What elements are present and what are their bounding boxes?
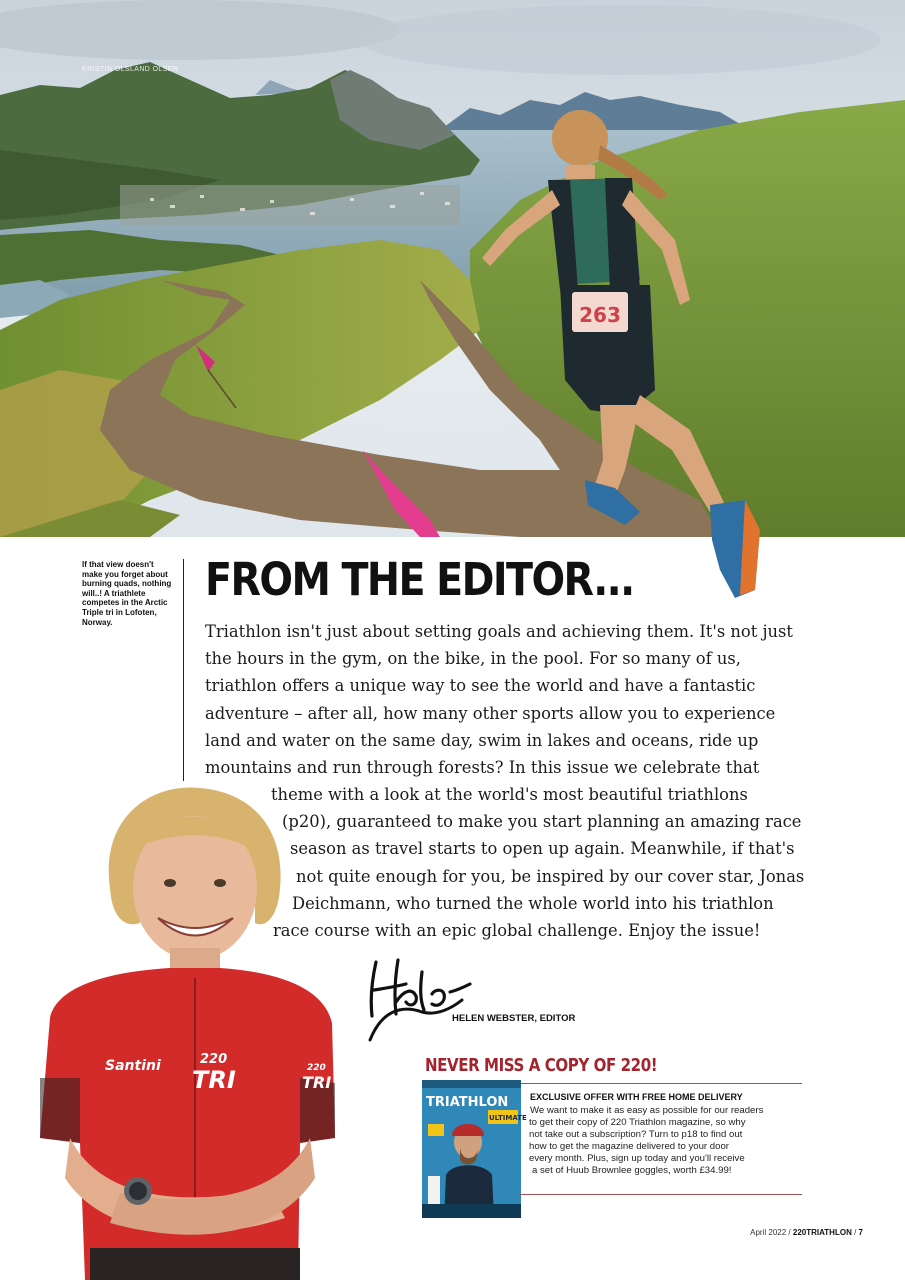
promo-subhead: EXCLUSIVE OFFER WITH FREE HOME DELIVERY bbox=[530, 1092, 743, 1102]
promo-text-line: how to get the magazine delivered to your door bbox=[529, 1141, 729, 1152]
body-line: race course with an epic global challenge. Enjoy the issue! bbox=[273, 921, 761, 941]
race-bib-number: 263 bbox=[579, 303, 621, 327]
promo-text-line: to get their copy of 220 Triathlon magazine, so why bbox=[529, 1117, 746, 1128]
promo-text-line: every month. Plus, sign up today and you'll receive bbox=[529, 1153, 745, 1164]
cover-badge: ULTIMATE bbox=[489, 1114, 527, 1122]
page-footer bbox=[750, 1228, 863, 1237]
promo-divider-top bbox=[520, 1083, 802, 1084]
body-line: the hours in the gym, on the bike, in the pool. For so many of us, bbox=[205, 649, 741, 669]
jersey-tri-logo: TRI bbox=[192, 1066, 236, 1094]
promo-text-line: not take out a subscription? Turn to p18 to find out bbox=[529, 1129, 743, 1140]
cover-masthead: TRIATHLON bbox=[426, 1095, 509, 1110]
editor-signature bbox=[362, 950, 472, 1045]
editor-portrait-illustration bbox=[30, 778, 350, 1280]
caption-divider bbox=[183, 559, 184, 781]
body-line: triathlon offers a unique way to see the world and have a fantastic bbox=[205, 676, 756, 696]
promo-text-line: We want to make it as easy as possible for our readers bbox=[530, 1105, 764, 1116]
body-line: land and water on the same day, swim in lakes and oceans, ride up bbox=[205, 731, 759, 751]
body-line: Triathlon isn't just about setting goals and achieving them. It's not just bbox=[205, 622, 793, 642]
folio-separator: / bbox=[788, 1228, 791, 1237]
magazine-cover-illustration bbox=[422, 1080, 527, 1218]
body-line: not quite enough for you, be inspired by our cover star, Jonas bbox=[296, 867, 805, 887]
issue-date: April 2022 bbox=[750, 1228, 787, 1237]
photo-credit: KRISTIN OLSLAND OLSEN bbox=[82, 66, 179, 73]
promo-divider-bottom bbox=[520, 1194, 802, 1195]
sleeve-tri-logo: TRI bbox=[302, 1073, 332, 1092]
editor-name: HELEN WEBSTER, EDITOR bbox=[452, 1013, 576, 1024]
promo-text-line: a set of Huub Brownlee goggles, worth £34.99! bbox=[532, 1165, 732, 1176]
page-title: FROM THE EDITOR... bbox=[205, 553, 634, 606]
promo-title: NEVER MISS A COPY OF 220! bbox=[425, 1056, 658, 1076]
body-line: adventure – after all, how many other sports allow you to experience bbox=[205, 704, 776, 724]
photo-caption: If that view doesn't make you forget about burning quads, nothing will..! A triathlete competes in the Arctic Triple tri in Lofoten, Norway. bbox=[82, 560, 172, 627]
page-number: 7 bbox=[858, 1228, 863, 1237]
sleeve-220-logo: 220 bbox=[307, 1063, 326, 1073]
hero-landscape-illustration bbox=[0, 0, 905, 537]
magazine-cover-thumbnail bbox=[422, 1080, 527, 1218]
folio-separator: / bbox=[854, 1228, 857, 1237]
body-line: (p20), guaranteed to make you start planning an amazing race bbox=[282, 812, 802, 832]
body-line: mountains and run through forests? In this issue we celebrate that bbox=[205, 758, 760, 778]
jersey-220-logo: 220 bbox=[200, 1052, 228, 1067]
body-line: season as travel starts to open up again. Meanwhile, if that's bbox=[290, 839, 795, 859]
editor-portrait bbox=[30, 778, 350, 1280]
body-line: Deichmann, who turned the whole world into his triathlon bbox=[292, 894, 774, 914]
hero-photo bbox=[0, 0, 905, 537]
jersey-brand-logo: Santini bbox=[105, 1058, 161, 1074]
body-line: theme with a look at the world's most beautiful triathlons bbox=[271, 785, 748, 805]
magazine-brand: 220TRIATHLON bbox=[792, 1228, 852, 1237]
